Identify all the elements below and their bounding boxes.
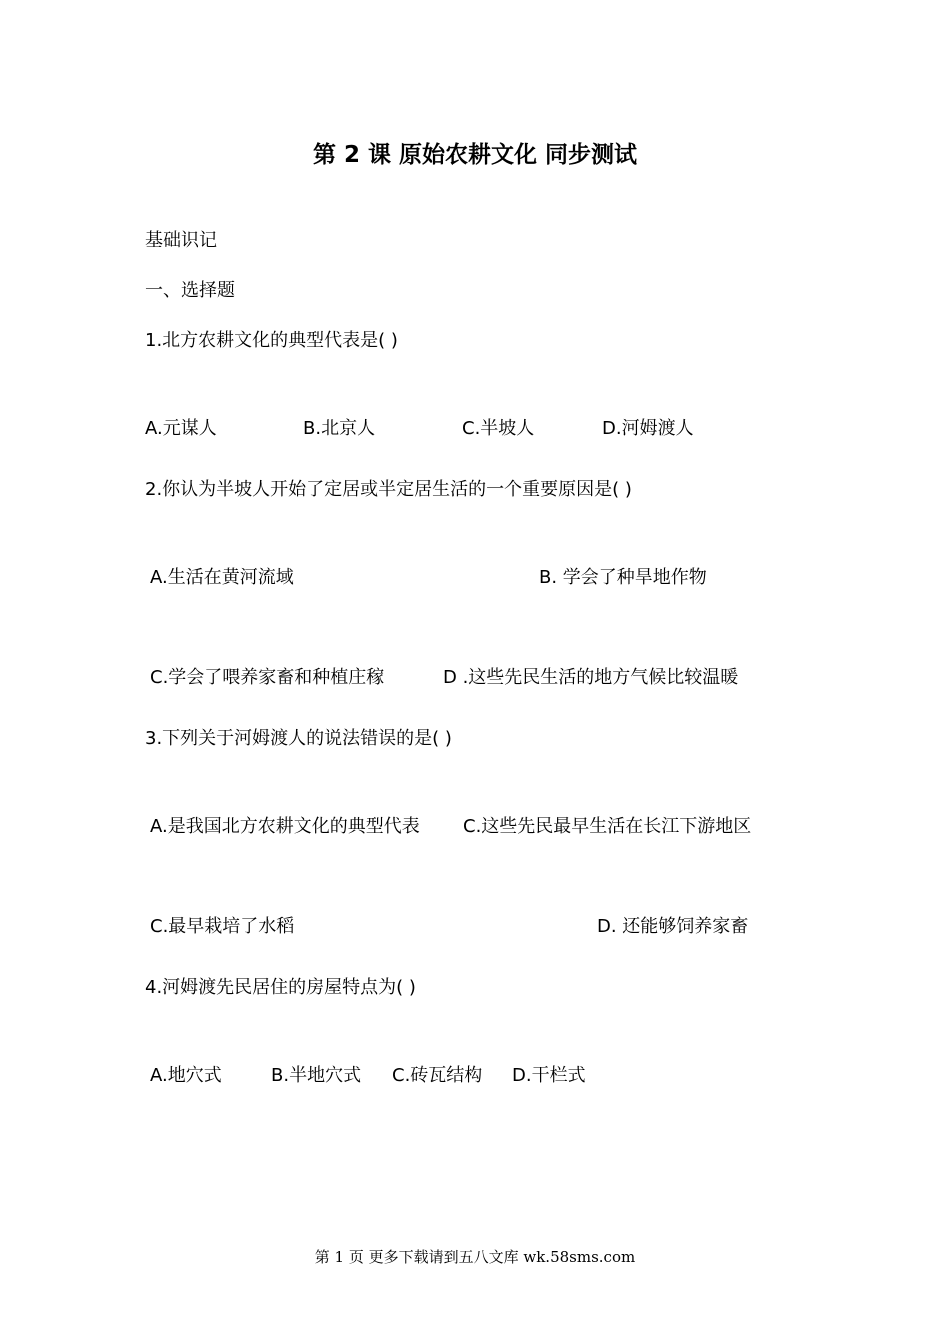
document-title: 第 2 课 原始农耕文化 同步测试 [312, 142, 638, 168]
question-2-option-d: D .这些先民生活的地方气候比较温暖 [443, 667, 739, 688]
question-4-option-a: A.地穴式 [150, 1065, 222, 1086]
question-3: 3.下列关于河姆渡人的说法错误的是( ) [145, 728, 452, 749]
question-3-option-d: D. 还能够饲养家畜 [597, 916, 749, 937]
question-3-option-c2: C.最早栽培了水稻 [150, 916, 295, 937]
question-2-option-c: C.学会了喂养家畜和种植庄稼 [150, 667, 385, 688]
question-4-option-c: C.砖瓦结构 [392, 1065, 483, 1086]
subsection-heading: 一、选择题 [145, 280, 235, 301]
question-1-option-d: D.河姆渡人 [602, 418, 694, 439]
question-2-option-b: B. 学会了种旱地作物 [539, 567, 707, 588]
question-2: 2.你认为半坡人开始了定居或半定居生活的一个重要原因是( ) [145, 479, 632, 500]
question-2-option-a: A.生活在黄河流域 [150, 567, 294, 588]
question-3-option-a: A.是我国北方农耕文化的典型代表 [150, 816, 420, 837]
section-heading: 基础识记 [145, 230, 217, 251]
question-4-option-d: D.干栏式 [512, 1065, 586, 1086]
question-1-option-a: A.元谋人 [145, 418, 217, 439]
question-3-option-c1: C.这些先民最早生活在长江下游地区 [463, 816, 752, 837]
question-4-option-b: B.半地穴式 [271, 1065, 362, 1086]
question-4: 4.河姆渡先民居住的房屋特点为( ) [145, 977, 416, 998]
question-1-option-b: B.北京人 [303, 418, 376, 439]
question-1: 1.北方农耕文化的典型代表是( ) [145, 330, 398, 351]
question-1-option-c: C.半坡人 [462, 418, 535, 439]
page-footer: 第 1 页 更多下载请到五八文库 wk.58sms.com [314, 1248, 636, 1266]
